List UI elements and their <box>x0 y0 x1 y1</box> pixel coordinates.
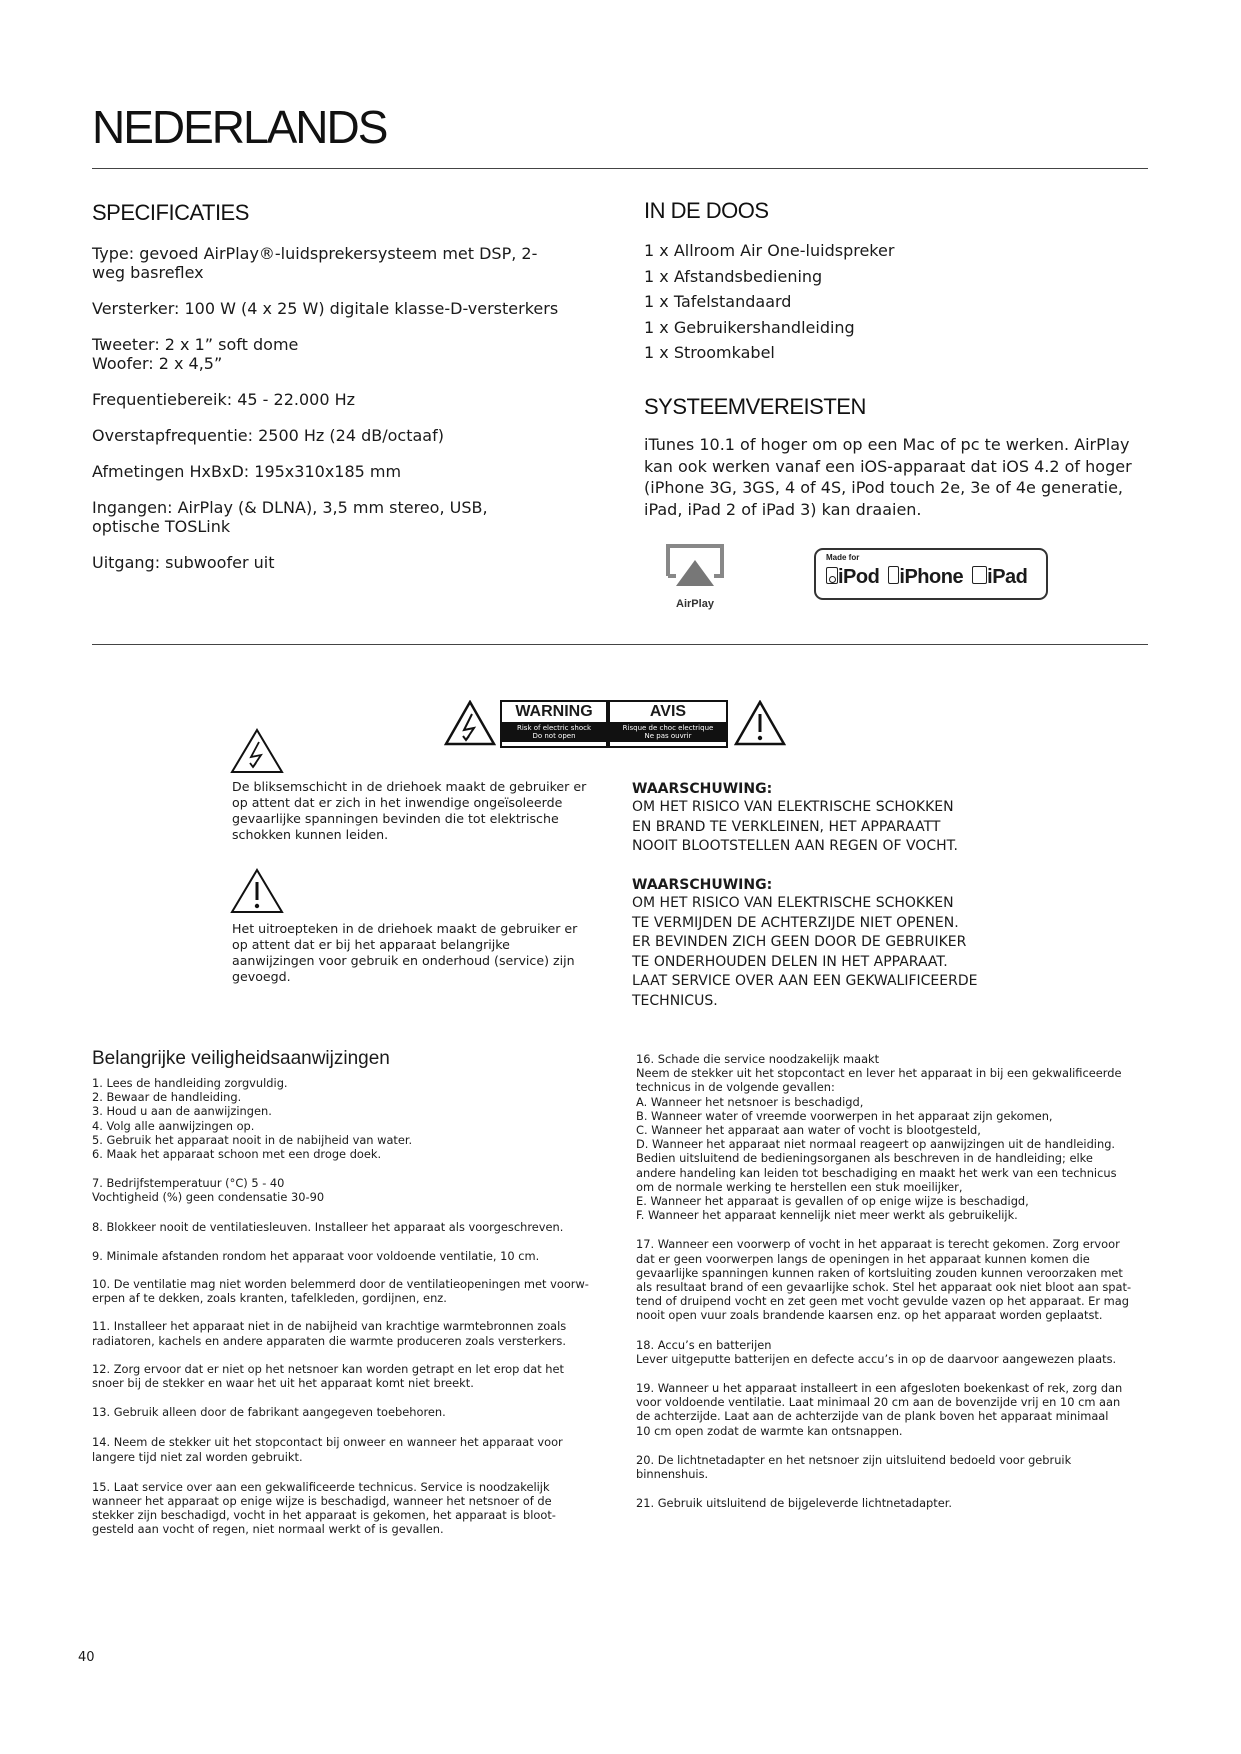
safety-right-column <box>636 1052 1166 1510</box>
iphone-icon <box>888 566 899 584</box>
spec-inputs: Ingangen: AirPlay (& DLNA), 3,5 mm stereo, USB, optische TOSLink <box>92 498 488 536</box>
safety-line: andere handeling kan leiden tot beschadiging en maakt het werk van een technicus <box>636 1165 1117 1180</box>
safety-line: radiatoren, kachels en andere apparaten die warmte produceren zoals versterkers. <box>92 1333 566 1348</box>
safety-line: langere tijd niet zal worden gebruikt. <box>92 1449 303 1464</box>
safety-line: voor voldoende ventilatie. Laat minimaal 20 cm aan de bovenzijde vrij en 10 cm aan <box>636 1395 1121 1410</box>
safety-line: gesteld aan vocht of regen, niet normaal werkt of is gevallen. <box>92 1522 444 1537</box>
safety-item <box>92 1362 622 1390</box>
warning-line: ER BEVINDEN ZICH GEEN DOOR DE GEBRUIKER <box>632 934 967 950</box>
safety-line: 5. Gebruik het apparaat nooit in de nabijheid van water. <box>92 1132 413 1147</box>
warning-line: EN BRAND TE VERKLEINEN, HET APPARAATT <box>632 818 941 835</box>
safety-line: 1. Lees de handleiding zorgvuldig. <box>92 1076 288 1090</box>
spec-woofer: Woofer: 2 x 4,5” <box>92 354 223 373</box>
safety-item <box>92 1405 622 1419</box>
system-requirements-text: iTunes 10.1 of hoger om op een Mac of pc te werken. AirPlay kan ook werken vanaf een iOS-apparaat dat iOS 4.2 of hoger (iPhone 3G, 3GS, 4 of 4S, iPod touch 2e, 3e of 4e generatie, iPad, iPad 2 of iPad 3) kan draaien. <box>644 435 1132 519</box>
exclamation-warning-icon <box>734 700 786 746</box>
page-number: 40 <box>78 1650 95 1665</box>
box-item: 1 x Allroom Air One-luidspreker <box>644 241 895 260</box>
safety-line: 4. Volg alle aanwijzingen op. <box>92 1118 255 1133</box>
safety-line: gevaarlijke spanningen kunnen raken of kortsluiting zouden kunnen veroorzaken met <box>636 1265 1123 1280</box>
safety-line: 16. Schade die service noodzakelijk maakt <box>636 1052 880 1066</box>
safety-line: als resultaat brand of een gevaarlijke schok. Stel het apparaat ook niet bloot aan spat- <box>636 1280 1132 1295</box>
safety-line: dat er geen voorwerpen langs de openingen in het apparaat kunnen komen die <box>636 1251 1090 1266</box>
section-divider <box>92 644 1148 645</box>
safety-item <box>92 1435 622 1463</box>
safety-line: stekker zijn beschadigd, vocht in het apparaat is gekomen, het apparaat is bloot- <box>92 1508 556 1523</box>
box-contents-list <box>644 238 1124 366</box>
safety-line: 15. Laat service over aan een gekwalificeerde technicus. Service is noodzakelijk <box>92 1479 550 1494</box>
safety-line: technicus in de volgende gevallen: <box>636 1080 835 1095</box>
safety-line: 12. Zorg ervoor dat er niet op het netsnoer kan worden getrapt en let erop dat het <box>92 1361 564 1376</box>
avis-sign <box>608 700 728 748</box>
safety-line: C. Wanneer het apparaat aan water of vocht is blootgesteld, <box>636 1123 981 1138</box>
safety-line: 14. Neem de stekker uit het stopcontact bij onweer en wanneer het apparaat voor <box>92 1435 563 1450</box>
safety-item <box>636 1496 1166 1510</box>
safety-line: om de normale werking te herstellen een stuk moeilijker, <box>636 1179 963 1194</box>
safety-line: 13. Gebruik alleen door de fabrikant aangegeven toebehoren. <box>92 1405 446 1420</box>
safety-line: nooit open vuur zoals brandende kaarsen enz. op het apparaat worden geplaatst. <box>636 1308 1103 1323</box>
safety-item <box>92 1480 622 1537</box>
safety-line: A. Wanneer het netsnoer is beschadigd, <box>636 1094 864 1109</box>
safety-line: 3. Houd u aan de aanwijzingen. <box>92 1104 272 1119</box>
airplay-label: AirPlay <box>676 598 714 610</box>
spec-tweeter: Tweeter: 2 x 1” soft dome <box>92 335 299 354</box>
box-item: 1 x Stroomkabel <box>644 343 775 362</box>
warning-line: TE ONDERHOUDEN DELEN IN HET APPARAAT. <box>632 953 948 970</box>
safety-item <box>92 1176 622 1204</box>
ipod-icon <box>826 567 838 584</box>
warning-line: OM HET RISICO VAN ELEKTRISCHE SCHOKKEN <box>632 799 954 815</box>
warning-line: LAAT SERVICE OVER AAN EEN GEKWALIFICEERDE <box>632 973 978 989</box>
airplay-logo <box>660 540 730 610</box>
warning-block-2 <box>632 876 1052 1011</box>
box-item: 1 x Afstandsbediening <box>644 266 823 286</box>
safety-line: 10. De ventilatie mag niet worden belemmerd door de ventilatieopeningen met voorw- <box>92 1277 589 1292</box>
safety-item <box>92 1277 622 1305</box>
avis-sign-sub1: Risque de choc electrique <box>622 724 714 732</box>
made-for-badge <box>814 548 1048 600</box>
safety-item <box>92 1220 622 1234</box>
safety-item <box>636 1052 1166 1222</box>
safety-line: 11. Installeer het apparaat niet in de nabijheid van krachtige warmtebronnen zoals <box>92 1319 567 1334</box>
safety-line: Lever uitgeputte batterijen en defecte accu’s in op de daarvoor aangewezen plaats. <box>636 1351 1117 1366</box>
safety-line: tend of druipend vocht en zet geen met vocht gevulde vazen op het apparaat. Er mag <box>636 1294 1129 1309</box>
safety-line: Vochtigheid (%) geen condensatie 30-90 <box>92 1190 325 1205</box>
warning-line: NOOIT BLOOTSTELLEN AAN REGEN OF VOCHT. <box>632 838 958 854</box>
safety-line: F. Wanneer het apparaat kennelijk niet meer werkt als gebruikelijk. <box>636 1208 1018 1223</box>
spec-dimensions: Afmetingen HxBxD: 195x310x185 mm <box>92 462 402 481</box>
exclamation-triangle-icon <box>230 868 284 914</box>
safety-line: 7. Bedrijfstemperatuur (°C) 5 - 40 <box>92 1176 285 1191</box>
ipad-icon <box>972 566 987 584</box>
spec-crossover: Overstapfrequentie: 2500 Hz (24 dB/octaaf) <box>92 426 444 445</box>
warning-line: OM HET RISICO VAN ELEKTRISCHE SCHOKKEN <box>632 895 954 911</box>
safety-line: B. Wanneer water of vreemde voorwerpen in het apparaat zijn gekomen, <box>636 1108 1053 1123</box>
made-for-label: Made for <box>826 553 860 562</box>
safety-line: 6. Maak het apparaat schoon met een droge doek. <box>92 1147 382 1162</box>
safety-line: Neem de stekker uit het stopcontact en lever het apparaat in bij een gekwalificeerde <box>636 1066 1122 1081</box>
specs-heading: SPECIFICATIES <box>92 200 249 225</box>
safety-line: snoer bij de stekker en waar het uit het apparaat komt niet breekt. <box>92 1376 474 1391</box>
safety-item <box>636 1338 1166 1366</box>
safety-line: 8. Blokkeer nooit de ventilatiesleuven. Installeer het apparaat als voorgeschreven. <box>92 1219 564 1234</box>
airplay-icon <box>660 540 730 594</box>
safety-line: 19. Wanneer u het apparaat installeert in een afgesloten boekenkast of rek, zorg dan <box>636 1381 1123 1396</box>
warning-sign <box>500 700 608 748</box>
spec-frequency: Frequentiebereik: 45 - 22.000 Hz <box>92 390 356 409</box>
exclamation-explanation: Het uitroepteken in de driehoek maakt de gebruiker er op attent dat er bij het apparaat belangrijke aanwijzingen voor gebruik en onderhoud (service) zijn gevoegd. <box>232 921 578 984</box>
safety-line: 17. Wanneer een voorwerp of vocht in het apparaat is terecht gekomen. Zorg ervoor <box>636 1237 1120 1252</box>
warning-sign-sub1: Risk of electric shock <box>516 724 592 732</box>
spec-type: Type: gevoed AirPlay®-luidsprekersysteem met DSP, 2-weg basreflex <box>92 244 538 282</box>
safety-line: 2. Bewaar de handleiding. <box>92 1090 242 1105</box>
safety-line: wanneer het apparaat op enige wijze is beschadigd, wanneer het netsnoer of de <box>92 1494 552 1509</box>
box-heading: IN DE DOOS <box>644 198 769 223</box>
avis-sign-sub2: Ne pas ouvrir <box>644 732 692 740</box>
safety-item <box>92 1076 622 1161</box>
lightning-warning-icon <box>444 700 496 746</box>
safety-line: erpen af te dekken, zoals kranten, tafelkleden, gordijnen, enz. <box>92 1291 447 1306</box>
warning-sign-sub2: Do not open <box>532 732 576 740</box>
safety-line: 9. Minimale afstanden rondom het apparaat voor voldoende ventilatie, 10 cm. <box>92 1248 540 1263</box>
warning-line: TE VERMIJDEN DE ACHTERZIJDE NIET OPENEN. <box>632 914 959 931</box>
safety-line: binnenshuis. <box>636 1467 709 1482</box>
box-item: 1 x Tafelstandaard <box>644 292 792 311</box>
spec-amplifier: Versterker: 100 W (4 x 25 W) digitale klasse-D-versterkers <box>92 299 559 318</box>
lightning-triangle-icon <box>230 728 284 774</box>
safety-item <box>636 1381 1166 1438</box>
avis-sign-title: AVIS <box>649 703 687 720</box>
warning-title: WAARSCHUWING: <box>632 781 773 797</box>
safety-line: 21. Gebruik uitsluitend de bijgeleverde lichtnetadapter. <box>636 1496 953 1511</box>
warning-sign-title: WARNING <box>515 703 593 720</box>
box-item: 1 x Gebruikershandleiding <box>644 317 855 337</box>
safety-line: 18. Accu’s en batterijen <box>636 1337 772 1352</box>
warning-title: WAARSCHUWING: <box>632 877 773 893</box>
safety-item <box>92 1249 622 1263</box>
safety-line: Bedien uitsluitend de bedieningsorganen als beschreven in de handleiding; elke <box>636 1151 1093 1166</box>
safety-item <box>636 1453 1166 1481</box>
title-divider <box>92 168 1148 169</box>
safety-line: 20. De lichtnetadapter en het netsnoer zijn uitsluitend bedoeld voor gebruik <box>636 1452 1072 1467</box>
safety-line: de achterzijde. Laat aan de achterzijde van de plank boven het apparaat minimaal <box>636 1409 1109 1424</box>
safety-item <box>636 1237 1166 1322</box>
page-title: NEDERLANDS <box>92 101 387 153</box>
safety-line: E. Wanneer het apparaat is gevallen of op enige wijze is beschadigd, <box>636 1194 1029 1209</box>
safety-left-column <box>92 1076 622 1537</box>
warning-line: TECHNICUS. <box>632 992 718 1009</box>
ipod-label: iPod <box>838 566 880 588</box>
ipad-label: iPad <box>987 566 1028 588</box>
warning-block-1 <box>632 780 1052 857</box>
spec-output: Uitgang: subwoofer uit <box>92 553 275 572</box>
system-heading: SYSTEEMVEREISTEN <box>644 394 866 419</box>
lightning-explanation: De bliksemschicht in de driehoek maakt de gebruiker er op attent dat er zich in het inwendige ongeïsoleerde gevaarlijke spanningen bevinden die tot elektrische schokken kunnen leiden. <box>232 779 587 842</box>
specs-list <box>92 244 562 589</box>
safety-line: 10 cm open zodat de warmte kan ontsnappen. <box>636 1423 903 1438</box>
safety-item <box>92 1319 622 1347</box>
safety-heading: Belangrijke veiligheidsaanwijzingen <box>92 1048 390 1069</box>
safety-line: D. Wanneer het apparaat niet normaal reageert op aanwijzingen uit de handleiding. <box>636 1137 1116 1152</box>
iphone-label: iPhone <box>899 566 964 588</box>
